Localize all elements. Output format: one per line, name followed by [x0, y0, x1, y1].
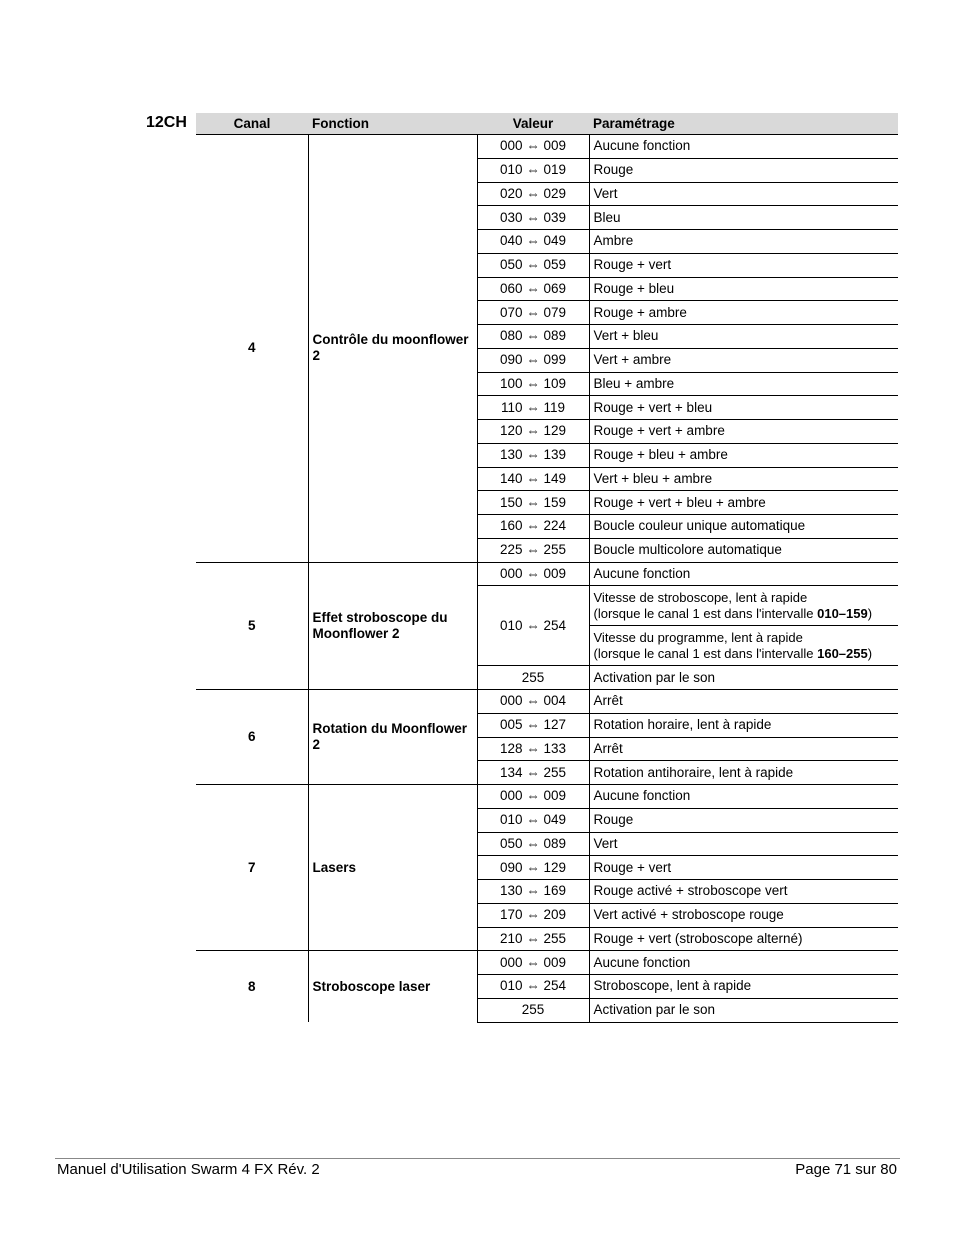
footer-page-number: Page 71 sur 80 — [795, 1161, 897, 1178]
table-row — [196, 690, 898, 714]
cell-valeur: 128 ⇔ 133 — [477, 737, 589, 761]
header-parametrage: Paramétrage — [589, 113, 898, 135]
cell-parametrage: Rouge + vert (stroboscope alterné) — [589, 927, 898, 951]
dmx-channel-table — [196, 113, 898, 1023]
header-canal: Canal — [196, 113, 308, 135]
cell-parametrage: Rotation antihoraire, lent à rapide — [589, 761, 898, 785]
cell-parametrage: Rouge activé + stroboscope vert — [589, 880, 898, 904]
cell-valeur: 040 ⇔ 049 — [477, 230, 589, 254]
cell-parametrage: Bleu + ambre — [589, 372, 898, 396]
cell-valeur: 000 ⇔ 009 — [477, 785, 589, 809]
cell-parametrage: Rouge + bleu — [589, 277, 898, 301]
cell-canal: 4 — [196, 135, 308, 563]
cell-parametrage: Vert — [589, 832, 898, 856]
cell-parametrage: Rouge + vert — [589, 856, 898, 880]
cell-parametrage: Rouge + vert — [589, 253, 898, 277]
cell-fonction: Rotation du Moonflower 2 — [308, 690, 477, 785]
cell-canal: 7 — [196, 785, 308, 951]
cell-fonction: Contrôle du moonflower 2 — [308, 135, 477, 563]
cell-parametrage: Vert + bleu — [589, 325, 898, 349]
cell-valeur: 050 ⇔ 059 — [477, 253, 589, 277]
param-line-1: Vitesse de stroboscope, lent à rapide — [593, 589, 808, 605]
param-line-2-range: 160–255 — [817, 645, 868, 661]
cell-valeur: 000 ⇔ 009 — [477, 562, 589, 586]
cell-valeur: 120 ⇔ 129 — [477, 420, 589, 444]
cell-valeur: 080 ⇔ 089 — [477, 325, 589, 349]
cell-parametrage: Ambre — [589, 230, 898, 254]
param-line-1: Vitesse du programme, lent à rapide — [593, 629, 803, 645]
cell-fonction: Lasers — [308, 785, 477, 951]
table-row — [196, 562, 898, 586]
cell-valeur: 225 ⇔ 255 — [477, 538, 589, 562]
cell-parametrage: Vert + ambre — [589, 348, 898, 372]
cell-valeur: 070 ⇔ 079 — [477, 301, 589, 325]
cell-valeur: 010 ⇔ 019 — [477, 158, 589, 182]
table-header-row — [196, 113, 898, 135]
cell-parametrage: Aucune fonction — [589, 951, 898, 975]
cell-valeur: 090 ⇔ 129 — [477, 856, 589, 880]
cell-parametrage: Vert activé + stroboscope rouge — [589, 903, 898, 927]
cell-valeur: 100 ⇔ 109 — [477, 372, 589, 396]
cell-valeur: 170 ⇔ 209 — [477, 903, 589, 927]
cell-valeur: 010 ⇔ 254 — [477, 586, 589, 666]
cell-canal: 5 — [196, 562, 308, 690]
cell-valeur: 005 ⇔ 127 — [477, 713, 589, 737]
channel-mode-label: 12CH — [146, 114, 187, 131]
cell-valeur: 130 ⇔ 169 — [477, 880, 589, 904]
cell-parametrage-multiline — [589, 586, 898, 626]
cell-valeur: 110 ⇔ 119 — [477, 396, 589, 420]
cell-parametrage: Activation par le son — [589, 998, 898, 1022]
cell-parametrage: Rouge — [589, 808, 898, 832]
cell-parametrage: Rouge + bleu + ambre — [589, 443, 898, 467]
cell-parametrage: Rouge + vert + ambre — [589, 420, 898, 444]
footer-divider — [55, 1158, 900, 1159]
cell-valeur: 255 — [477, 998, 589, 1022]
cell-valeur: 130 ⇔ 139 — [477, 443, 589, 467]
cell-parametrage: Stroboscope, lent à rapide — [589, 975, 898, 999]
cell-canal: 6 — [196, 690, 308, 785]
cell-valeur: 010 ⇔ 254 — [477, 975, 589, 999]
param-line-2-suffix: ) — [867, 645, 873, 661]
cell-canal: 8 — [196, 951, 308, 1022]
cell-parametrage: Aucune fonction — [589, 562, 898, 586]
cell-parametrage-multiline — [589, 626, 898, 666]
cell-valeur: 030 ⇔ 039 — [477, 206, 589, 230]
param-line-2-prefix: (lorsque le canal 1 est dans l'intervalle — [593, 645, 818, 661]
cell-parametrage: Activation par le son — [589, 666, 898, 690]
cell-parametrage: Arrêt — [589, 737, 898, 761]
footer-manual-title: Manuel d'Utilisation Swarm 4 FX Rév. 2 — [57, 1161, 320, 1178]
cell-parametrage: Rouge + vert + bleu + ambre — [589, 491, 898, 515]
cell-parametrage: Rouge + ambre — [589, 301, 898, 325]
cell-valeur: 000 ⇔ 009 — [477, 951, 589, 975]
param-line-2-range: 010–159 — [817, 605, 868, 621]
cell-parametrage: Rouge — [589, 158, 898, 182]
header-fonction: Fonction — [308, 113, 477, 135]
cell-valeur: 140 ⇔ 149 — [477, 467, 589, 491]
cell-parametrage: Boucle multicolore automatique — [589, 538, 898, 562]
cell-valeur: 060 ⇔ 069 — [477, 277, 589, 301]
cell-parametrage: Arrêt — [589, 690, 898, 714]
cell-valeur: 090 ⇔ 099 — [477, 348, 589, 372]
cell-valeur: 000 ⇔ 009 — [477, 135, 589, 159]
cell-fonction: Stroboscope laser — [308, 951, 477, 1022]
cell-parametrage: Aucune fonction — [589, 785, 898, 809]
cell-parametrage: Rotation horaire, lent à rapide — [589, 713, 898, 737]
param-line-2-prefix: (lorsque le canal 1 est dans l'intervalle — [593, 605, 818, 621]
table-body — [196, 135, 898, 1023]
cell-valeur: 210 ⇔ 255 — [477, 927, 589, 951]
param-line-2-suffix: ) — [867, 605, 873, 621]
cell-parametrage: Rouge + vert + bleu — [589, 396, 898, 420]
cell-parametrage: Vert + bleu + ambre — [589, 467, 898, 491]
cell-parametrage: Bleu — [589, 206, 898, 230]
cell-valeur: 255 — [477, 666, 589, 690]
table-row — [196, 135, 898, 159]
table-row — [196, 785, 898, 809]
cell-valeur: 050 ⇔ 089 — [477, 832, 589, 856]
cell-fonction: Effet stroboscope du Moonflower 2 — [308, 562, 477, 690]
cell-valeur: 134 ⇔ 255 — [477, 761, 589, 785]
cell-parametrage: Vert — [589, 182, 898, 206]
header-valeur: Valeur — [477, 113, 589, 135]
cell-valeur: 020 ⇔ 029 — [477, 182, 589, 206]
cell-valeur: 160 ⇔ 224 — [477, 515, 589, 539]
cell-parametrage: Aucune fonction — [589, 135, 898, 159]
cell-valeur: 150 ⇔ 159 — [477, 491, 589, 515]
table-row — [196, 951, 898, 975]
cell-valeur: 010 ⇔ 049 — [477, 808, 589, 832]
cell-valeur: 000 ⇔ 004 — [477, 690, 589, 714]
cell-parametrage: Boucle couleur unique automatique — [589, 515, 898, 539]
